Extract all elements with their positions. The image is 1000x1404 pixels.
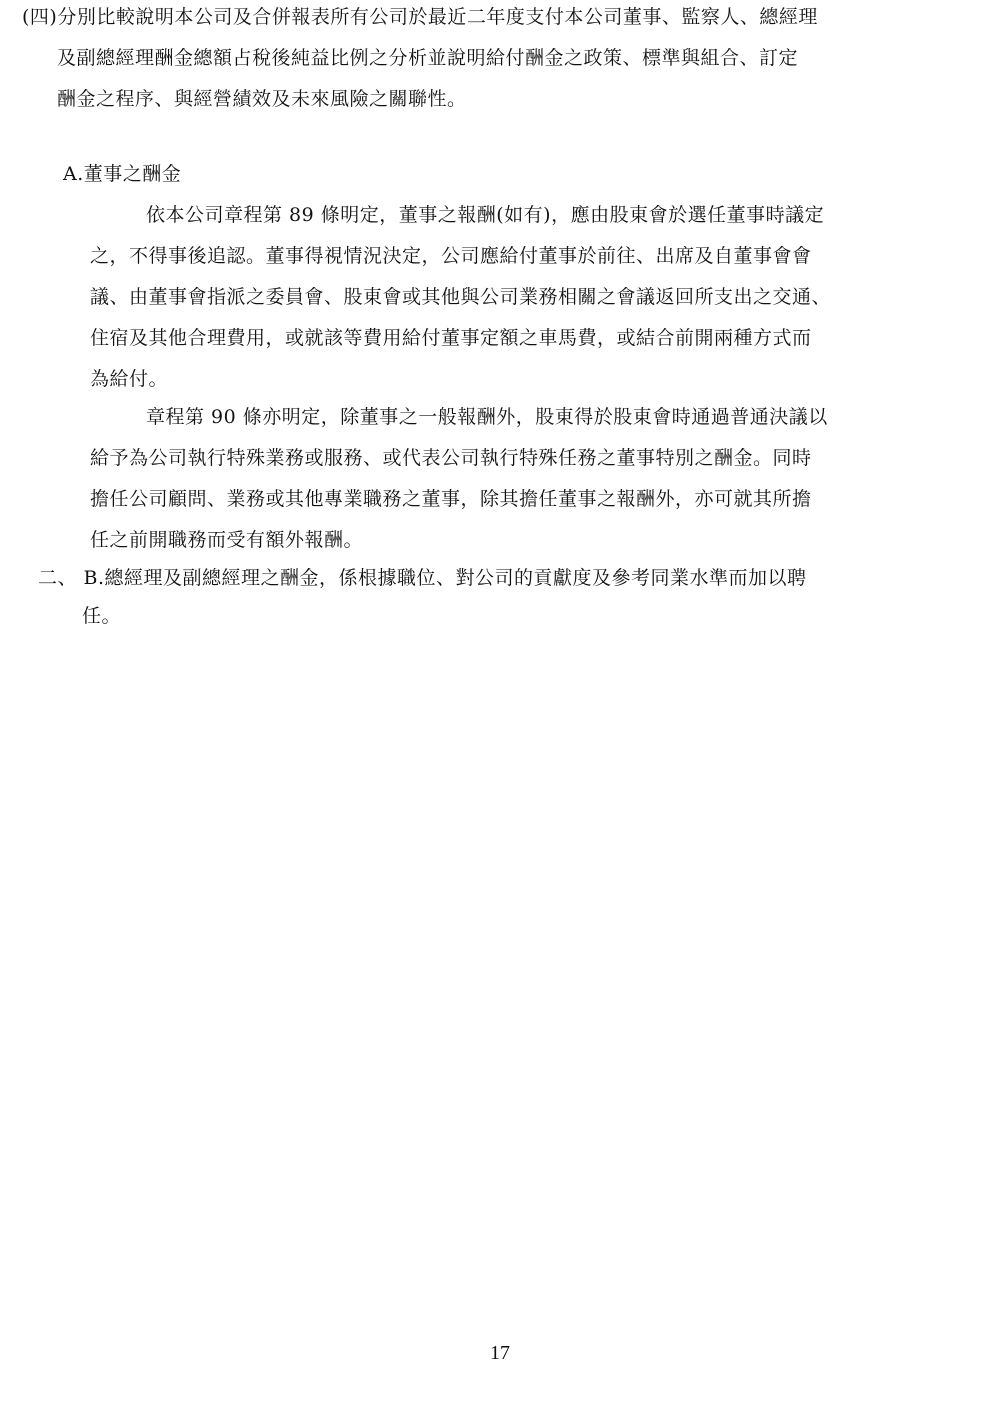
paragraph-1-line-3: 議、由董事會指派之委員會、股東會或其他與公司業務相關之會議返回所支出之交通、 bbox=[90, 286, 832, 308]
item-two-line-1: 二、 B.總經理及副總經理之酬金，係根據職位、對公司的貢獻度及參考同業水準而加以聘 bbox=[38, 567, 807, 589]
subsection-a-title: A.董事之酬金 bbox=[63, 163, 182, 185]
paragraph-2-line-2: 給予為公司執行特殊業務或服務、或代表公司執行特殊任務之董事特別之酬金。同時 bbox=[90, 447, 812, 469]
page-number: 17 bbox=[490, 1342, 510, 1364]
paragraph-1-line-5: 為給付。 bbox=[90, 368, 169, 390]
paragraph-1-line-1: 依本公司章程第 89 條明定，董事之報酬(如有)，應由股東會於選任董事時議定 bbox=[146, 204, 825, 226]
paragraph-2-line-4: 任之前開職務而受有額外報酬。 bbox=[90, 529, 364, 551]
section-heading-line-1: (四)分別比較說明本公司及合併報表所有公司於最近二年度支付本公司董事、監察人、總經理 bbox=[22, 6, 818, 28]
item-two-line-2: 任。 bbox=[82, 605, 122, 627]
paragraph-2-line-1: 章程第 90 條亦明定，除董事之一般報酬外，股東得於股東會時通過普通決議以 bbox=[146, 406, 828, 428]
section-heading-line-2: 及副總經理酬金總額占稅後純益比例之分析並說明給付酬金之政策、標準與組合、訂定 bbox=[57, 47, 799, 69]
paragraph-2-line-3: 擔任公司顧問、業務或其他專業職務之董事，除其擔任董事之報酬外，亦可就其所擔 bbox=[90, 488, 812, 510]
paragraph-1-line-4: 住宿及其他合理費用，或就該等費用給付董事定額之車馬費，或結合前開兩種方式而 bbox=[90, 327, 812, 349]
section-heading-line-3: 酬金之程序、與經營績效及未來風險之關聯性。 bbox=[57, 88, 467, 110]
paragraph-1-line-2: 之，不得事後追認。董事得視情況決定，公司應給付董事於前往、出席及自董事會會 bbox=[90, 245, 812, 267]
